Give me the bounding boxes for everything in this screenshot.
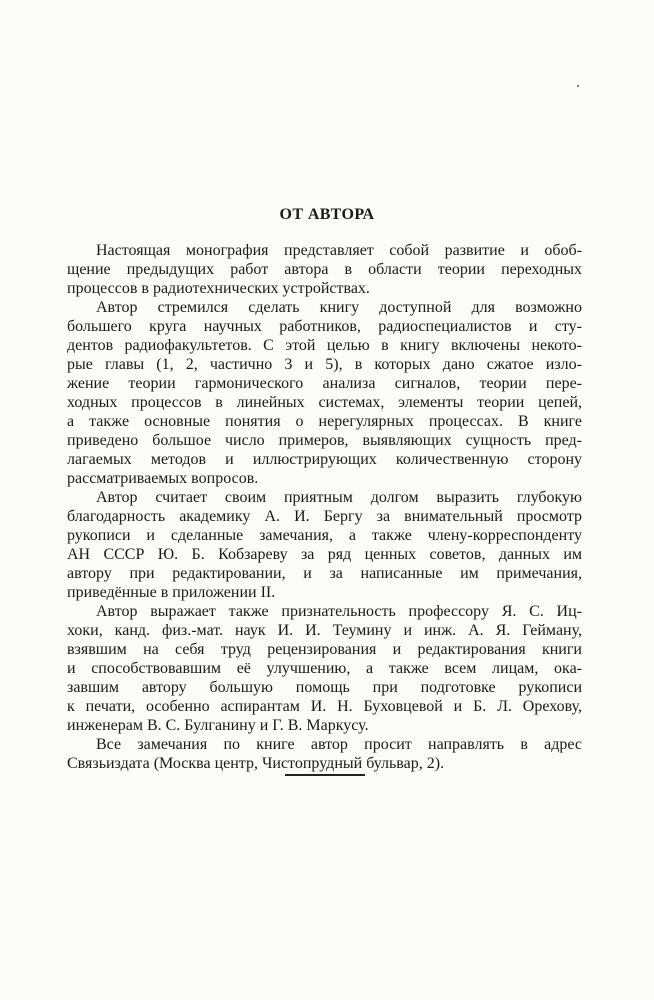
text-line: Все замечания по книге автор просит направлять в адрес <box>96 736 582 753</box>
text-line: хоки, канд. физ.-мат. наук И. И. Теумину и инж. А. Я. Гейману, <box>67 622 582 639</box>
text-line: взявшим на себя труд рецензирования и редактирования книги <box>67 641 582 658</box>
text-line: лагаемых методов и иллюстрирующих количественную сторону <box>67 451 582 468</box>
text-line: приведено большое число примеров, выявляющих сущность пред- <box>67 432 582 449</box>
text-line: приведённые в приложении II. <box>67 584 276 601</box>
text-line: Настоящая монография представляет собой развитие и обоб- <box>96 242 582 259</box>
text-line: автору при редактировании, и за написанные им примечания, <box>67 565 582 582</box>
closing-rule <box>285 774 365 776</box>
text-line: рые главы (1, 2, частично 3 и 5), в которых дано сжатое изло- <box>67 356 582 373</box>
text-line: большего круга научных работников, радиоспециалистов и сту- <box>67 318 582 335</box>
text-line: завшим автору большую помощь при подготовке рукописи <box>67 679 582 696</box>
text-line: Связьиздата (Москва центр, Чистопрудный бульвар, 2). <box>67 755 445 772</box>
text-line: жение теории гармонического анализа сигналов, теории пере- <box>67 375 582 392</box>
text-line: щение предыдущих работ автора в области теории переходных <box>67 261 582 278</box>
text-line: Автор считает своим приятным долгом выразить глубокую <box>96 489 582 506</box>
text-line: рассматриваемых вопросов. <box>67 470 259 487</box>
text-line: процессов в радиотехнических устройствах. <box>67 280 370 297</box>
text-line: благодарность академику А. И. Бергу за внимательный просмотр <box>67 508 582 525</box>
text-line: к печати, особенно аспирантам И. Н. Буховцевой и Б. Л. Орехову, <box>67 698 582 715</box>
text-line: рукописи и сделанные замечания, а также члену-корреспонденту <box>67 527 582 544</box>
page-title: ОТ АВТОРА <box>279 206 375 223</box>
text-line: и способствовавшим её улучшению, а также всем лицам, ока- <box>67 660 582 677</box>
text-line: Автор выражает также признательность профессору Я. С. Иц- <box>96 603 582 620</box>
text-line: дентов радиофакультетов. С этой целью в книгу включены некото- <box>67 337 582 354</box>
text-line: ходных процессов в линейных системах, элементы теории цепей, <box>67 394 582 411</box>
text-line: АН СССР Ю. Б. Кобзареву за ряд ценных советов, данных им <box>67 546 582 563</box>
text-line: Автор стремился сделать книгу доступной для возможно <box>96 299 582 316</box>
text-line: инженерам В. С. Булганину и Г. В. Маркусу. <box>67 717 369 734</box>
page-speck <box>577 85 579 87</box>
text-line: а также основные понятия о нерегулярных процессах. В книге <box>67 413 582 430</box>
